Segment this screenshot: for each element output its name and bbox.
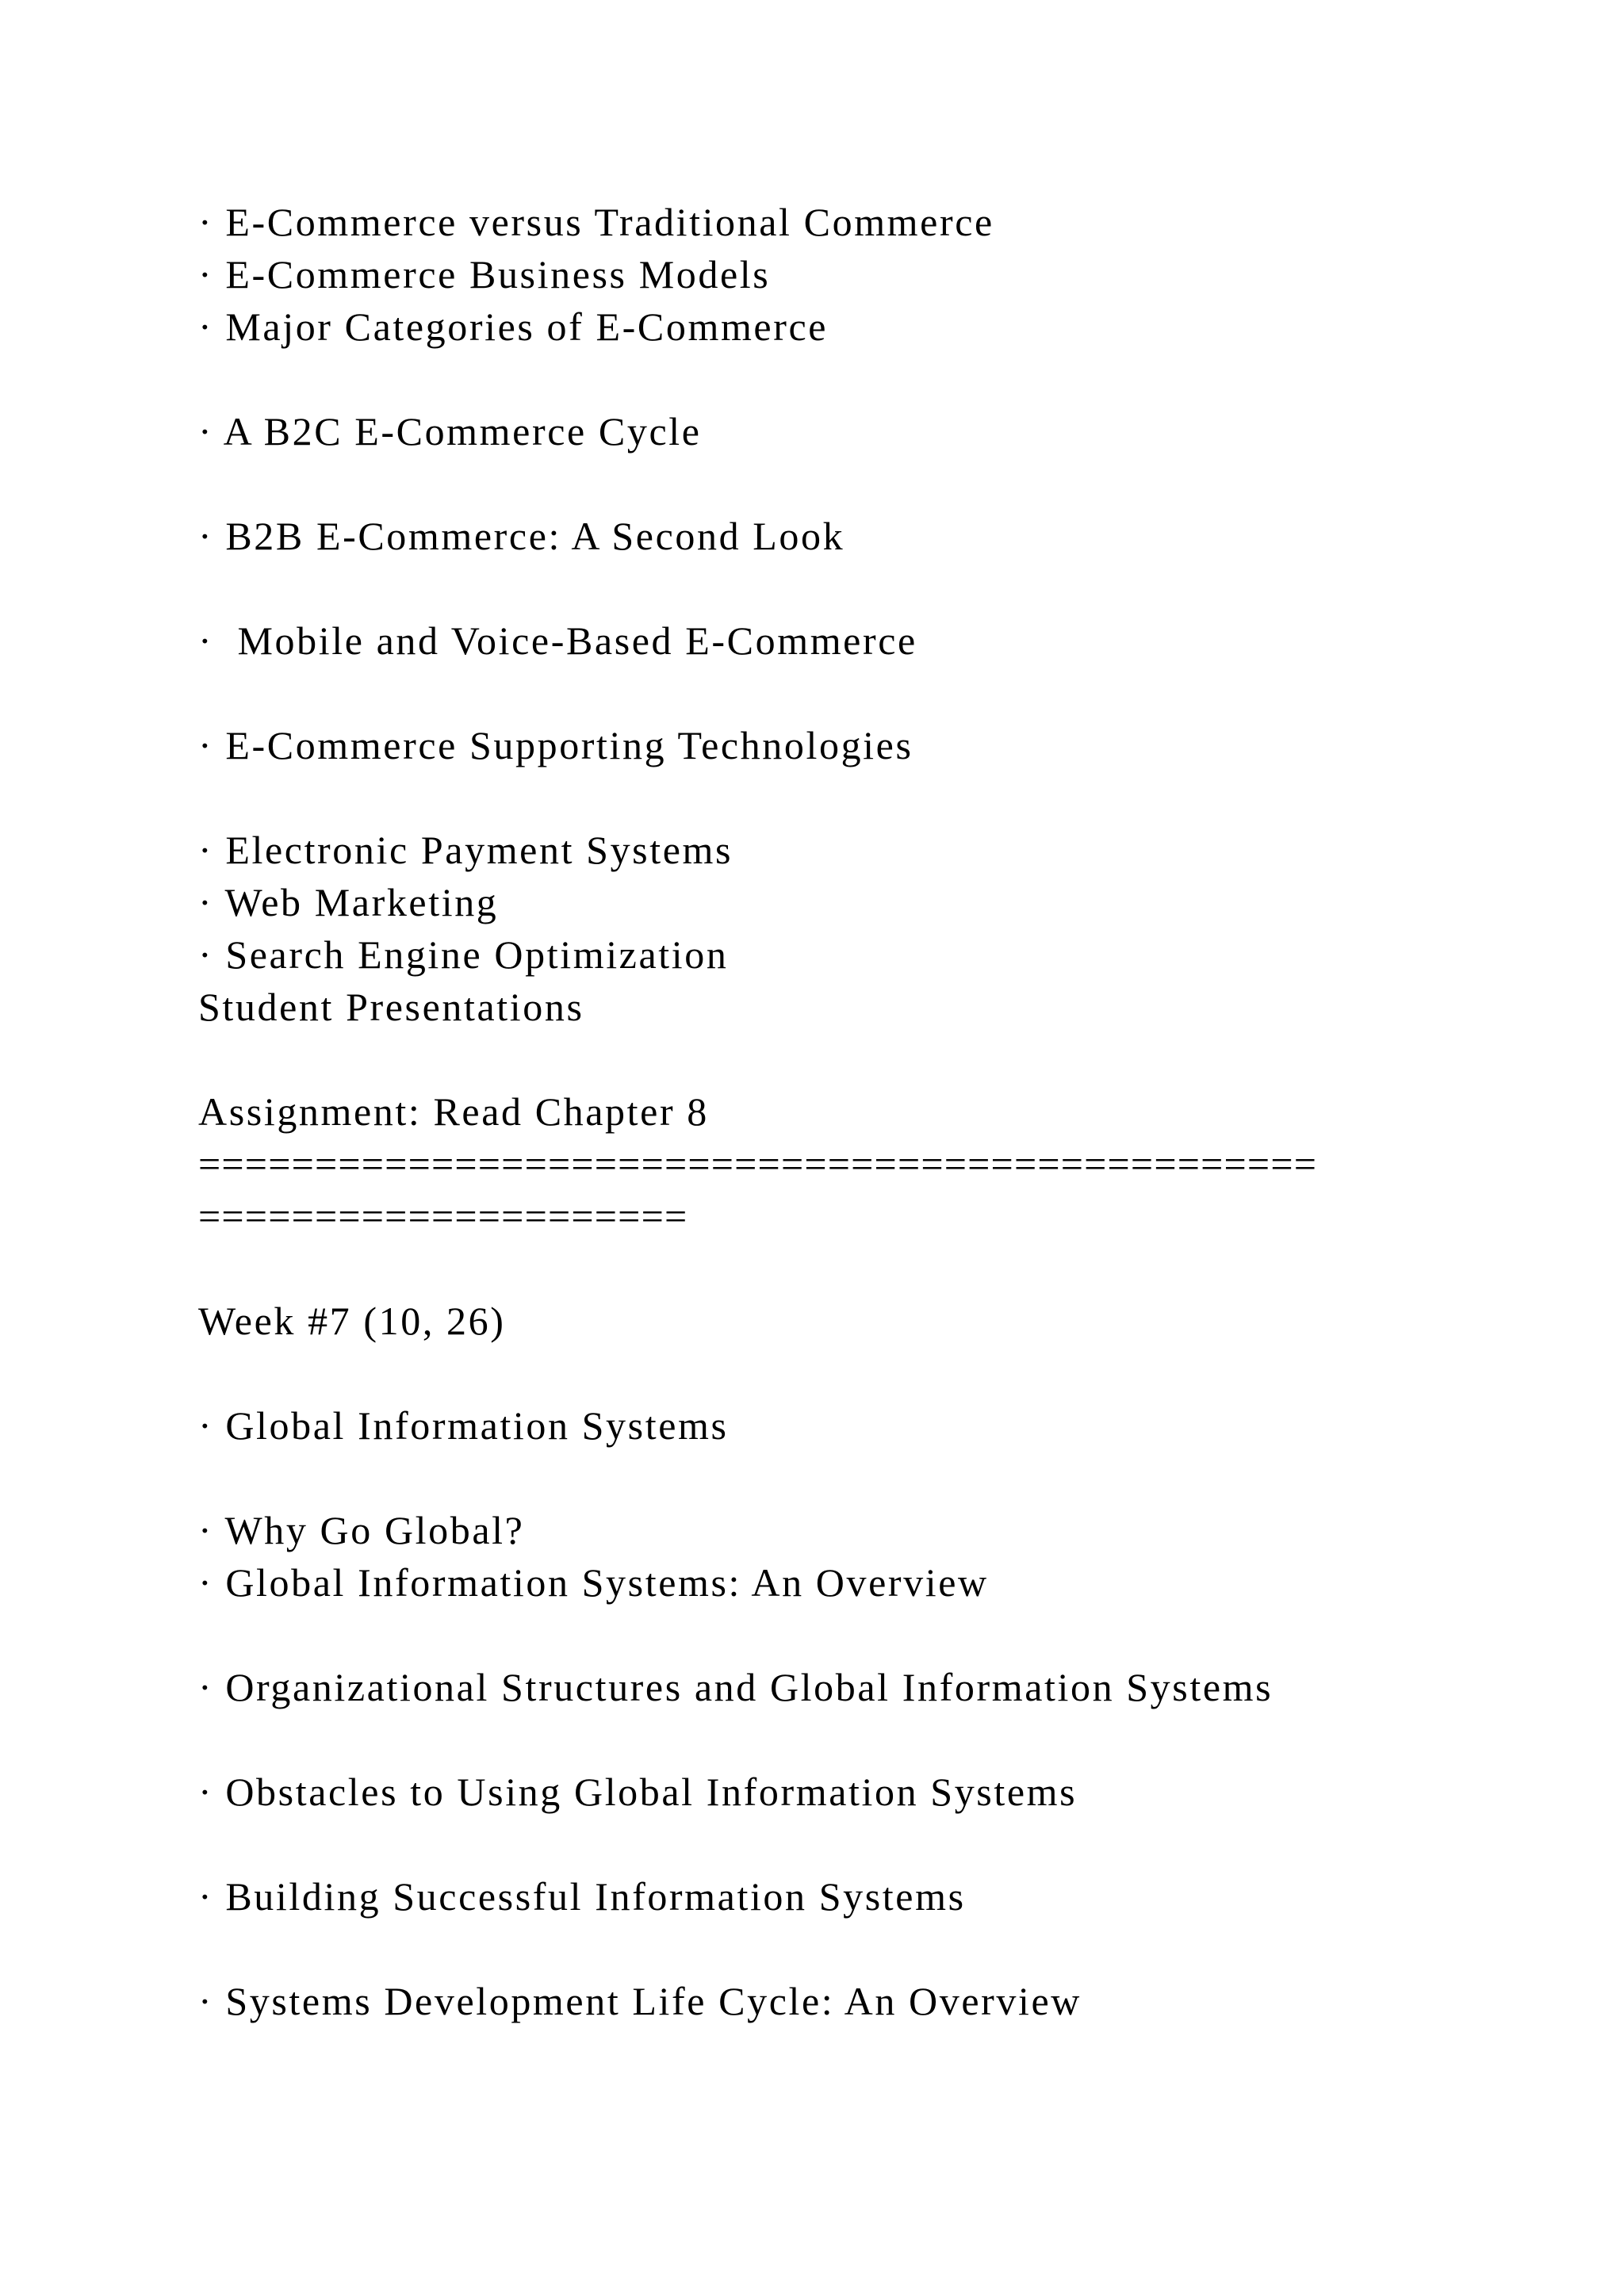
list-item: · A B2C E-Commerce Cycle: [198, 409, 702, 453]
list-item: · E-Commerce Business Models: [198, 252, 771, 297]
assignment-text: Assignment: Read Chapter 8: [198, 1089, 709, 1134]
list-item: · Search Engine Optimization: [198, 932, 729, 977]
list-item: · Building Successful Information Systems: [198, 1874, 966, 1919]
list-item: · Global Information Systems: [198, 1403, 729, 1448]
list-item: · Mobile and Voice-Based E-Commerce: [198, 618, 917, 663]
separator-line: =====================: [198, 1194, 688, 1238]
list-item: · Electronic Payment Systems: [198, 828, 733, 872]
list-item: · E-Commerce versus Traditional Commerce: [198, 200, 994, 244]
student-presentations-text: Student Presentations: [198, 985, 584, 1029]
list-item: · E-Commerce Supporting Technologies: [198, 723, 914, 767]
list-item: · Obstacles to Using Global Information Systems: [198, 1770, 1078, 1814]
list-item: · Major Categories of E-Commerce: [198, 304, 829, 349]
list-item: · Systems Development Life Cycle: An Overview: [198, 1979, 1082, 2023]
list-item: · Web Marketing: [198, 880, 499, 924]
list-item: · Global Information Systems: An Overview: [198, 1560, 989, 1605]
separator-line: ================================================: [198, 1142, 1318, 1186]
list-item: · Why Go Global?: [198, 1508, 525, 1552]
list-item: · Organizational Structures and Global Information Systems: [198, 1665, 1274, 1709]
list-item: · B2B E-Commerce: A Second Look: [198, 514, 845, 558]
week-heading: Week #7 (10, 26): [198, 1299, 506, 1343]
